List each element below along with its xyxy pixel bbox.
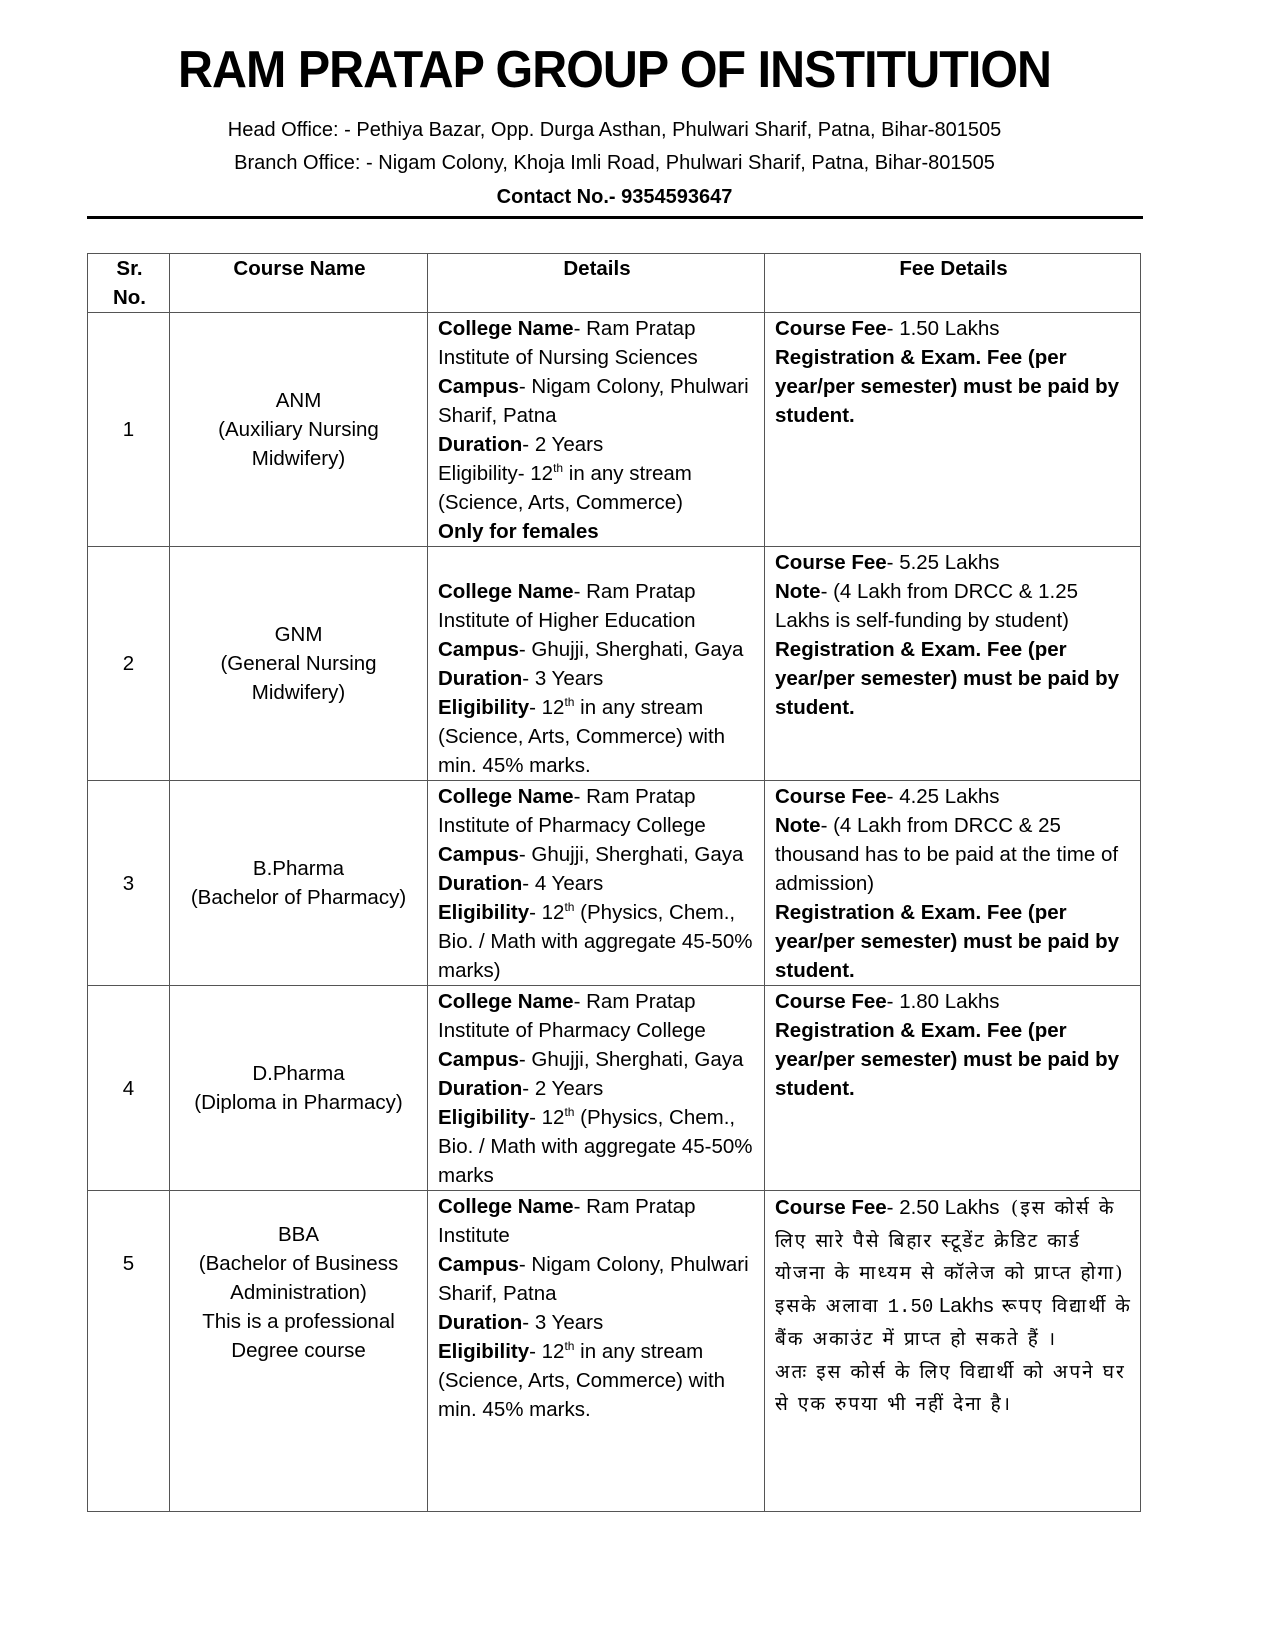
course-line: (Auxiliary Nursing: [218, 418, 379, 441]
note-label: Note: [775, 814, 821, 837]
separator: -: [529, 696, 542, 719]
course-fee-label: Course Fee: [775, 551, 887, 574]
fee-details: [765, 313, 1141, 547]
eligibility-label: Eligibility: [438, 1106, 530, 1129]
institution-title: RAM PRATAP GROUP OF INSTITUTION: [177, 41, 1052, 99]
duration-label: Duration: [438, 1077, 523, 1100]
college-label: College Name: [438, 990, 574, 1013]
course-line: (General Nursing: [220, 652, 377, 675]
superscript-th: th: [564, 1105, 575, 1120]
header-details: Details: [428, 254, 765, 313]
campus-value: Nigam Colony, Phulwari Sharif, Patna: [438, 1253, 749, 1305]
hindi-funding-note: (इस कोर्स के लिए सारे पैसे बिहार स्टूडेंट क्रेडिट कार्ड योजना के माध्यम से कॉलेज को प्राप्त होगा): [775, 1197, 1125, 1284]
separator: -: [522, 667, 535, 690]
course-line: D.Pharma: [252, 1062, 345, 1085]
separator: -: [522, 433, 535, 456]
course-fee-label: Course Fee: [775, 1196, 887, 1219]
contact-number: Contact No.- 9354593647: [496, 186, 733, 208]
duration-label: Duration: [438, 872, 523, 895]
course-fee-value: 2.50 Lakhs: [899, 1196, 1000, 1219]
course-line: (Bachelor of Pharmacy): [190, 886, 407, 909]
separator: -: [522, 1311, 535, 1334]
separator: -: [573, 990, 587, 1013]
separator: -: [573, 317, 587, 340]
course-line: (Bachelor of Business: [198, 1252, 399, 1275]
course-line: B.Pharma: [252, 857, 345, 880]
separator: -: [522, 1077, 535, 1100]
twelfth: 12: [530, 462, 554, 485]
separator: -: [518, 375, 532, 398]
eligibility-value: in any stream (Science, Arts, Commerce): [438, 462, 692, 514]
table-row: [88, 781, 1141, 986]
eligibility-label: Eligibility-: [438, 462, 531, 485]
course-fee-table: [87, 253, 1141, 1512]
separator: -: [886, 990, 900, 1013]
separator: -: [886, 317, 900, 340]
separator: -: [529, 1340, 542, 1363]
separator: -: [886, 785, 900, 808]
hindi-conclusion: अतः इस कोर्स के लिए विद्यार्थी को अपने घर से एक रुपया भी नहीं देना है।: [775, 1360, 1126, 1415]
separator: -: [573, 1195, 587, 1218]
course-fee-label: Course Fee: [775, 317, 887, 340]
sr-number: 4: [88, 986, 170, 1191]
course-line: This is a professional: [202, 1310, 395, 1333]
campus-label: Campus: [438, 1253, 519, 1276]
college-name: Ram Pratap Institute of Higher Education: [438, 580, 696, 632]
sr-number: 1: [88, 313, 170, 547]
course-details: [428, 547, 765, 781]
course-line: GNM: [274, 623, 323, 646]
college-name: Ram Pratap Institute of Pharmacy College: [438, 990, 706, 1042]
fee-details: [765, 781, 1141, 986]
course-name: [170, 986, 428, 1191]
eligibility-value: in any stream (Science, Arts, Commerce) with min. 45% marks.: [438, 1340, 726, 1421]
superscript-th: th: [553, 461, 564, 476]
table-row: [88, 313, 1141, 547]
registration-fee-note: Registration & Exam. Fee (per year/per semester) must be paid by student.: [775, 638, 1120, 719]
twelfth: 12: [541, 1340, 565, 1363]
course-line: ANM: [275, 389, 322, 412]
college-name: Ram Pratap Institute of Pharmacy College: [438, 785, 706, 837]
course-fee-value: 1.80 Lakhs: [899, 990, 1000, 1013]
twelfth: 12: [541, 901, 565, 924]
separator: -: [518, 1253, 532, 1276]
course-name: [170, 781, 428, 986]
campus-value: Ghujji, Sherghati, Gaya: [531, 843, 744, 866]
separator: -: [886, 551, 900, 574]
hindi-additional-b: रूपए विद्यार्थी के बैंक अकाउंट में प्राप्त हो सकते हैं ।: [775, 1294, 1132, 1350]
duration-label: Duration: [438, 433, 523, 456]
registration-fee-note: Registration & Exam. Fee (per year/per semester) must be paid by student.: [775, 346, 1120, 427]
header-sr-line1: Sr.: [116, 257, 143, 280]
course-fee-label: Course Fee: [775, 990, 887, 1013]
college-label: College Name: [438, 580, 574, 603]
twelfth: 12: [541, 696, 565, 719]
header-sr-line2: No.: [112, 286, 147, 309]
course-fee-value: 5.25 Lakhs: [899, 551, 1000, 574]
separator: -: [518, 843, 532, 866]
campus-label: Campus: [438, 843, 519, 866]
course-line: Administration): [230, 1281, 367, 1304]
females-only-note: Only for females: [438, 520, 599, 543]
separator: -: [820, 814, 834, 837]
college-name: Ram Pratap Institute: [438, 1195, 696, 1247]
college-label: College Name: [438, 1195, 574, 1218]
eligibility-value: (Physics, Chem., Bio. / Math with aggregate 45-50% marks: [438, 1106, 753, 1187]
duration-label: Duration: [438, 667, 523, 690]
duration-value: 3 Years: [534, 1311, 604, 1334]
separator: -: [820, 580, 834, 603]
superscript-th: th: [564, 1339, 575, 1354]
duration-value: 2 Years: [534, 1077, 604, 1100]
note-value: (4 Lakh from DRCC & 1.25 Lakhs is self-funding by student): [775, 580, 1079, 632]
header-course-name: Course Name: [170, 254, 428, 313]
course-name: [170, 1191, 428, 1512]
course-line: (Diploma in Pharmacy): [194, 1091, 403, 1114]
superscript-th: th: [564, 695, 575, 710]
sr-number: 3: [88, 781, 170, 986]
duration-label: Duration: [438, 1311, 523, 1334]
college-label: College Name: [438, 785, 574, 808]
eligibility-label: Eligibility: [438, 901, 530, 924]
separator: -: [886, 1196, 900, 1219]
eligibility-label: Eligibility: [438, 696, 530, 719]
course-line: Degree course: [231, 1339, 366, 1362]
header-divider: [87, 216, 1143, 219]
eligibility-value: in any stream (Science, Arts, Commerce) with min. 45% marks.: [438, 696, 726, 777]
separator: -: [518, 1048, 532, 1071]
fee-details: [765, 1191, 1141, 1512]
course-line: Midwifery): [251, 681, 346, 704]
separator: -: [573, 580, 587, 603]
course-details: [428, 313, 765, 547]
registration-fee-note: Registration & Exam. Fee (per year/per semester) must be paid by student.: [775, 901, 1120, 982]
course-name: [170, 313, 428, 547]
duration-value: 4 Years: [534, 872, 604, 895]
campus-value: Ghujji, Sherghati, Gaya: [531, 1048, 744, 1071]
spacer: [438, 548, 756, 577]
fee-details: [765, 547, 1141, 781]
head-office-address: Head Office: - Pethiya Bazar, Opp. Durga Asthan, Phulwari Sharif, Patna, Bihar-801505: [227, 119, 1002, 141]
course-line: Midwifery): [251, 447, 346, 470]
registration-fee-note: Registration & Exam. Fee (per year/per semester) must be paid by student.: [775, 1019, 1120, 1100]
separator: -: [529, 901, 542, 924]
course-fee-label: Course Fee: [775, 785, 887, 808]
superscript-th: th: [564, 900, 575, 915]
note-value: (4 Lakh from DRCC & 25 thousand has to be paid at the time of admission): [775, 814, 1119, 895]
eligibility-label: Eligibility: [438, 1340, 530, 1363]
college-label: College Name: [438, 317, 574, 340]
college-name: Ram Pratap Institute of Nursing Sciences: [438, 317, 698, 369]
eligibility-value: (Physics, Chem., Bio. / Math with aggregate 45-50% marks): [438, 901, 753, 982]
table-row: [88, 547, 1141, 781]
sr-number: 2: [88, 547, 170, 781]
course-name: [170, 547, 428, 781]
additional-amount: 1.50: [887, 1295, 934, 1318]
course-details: [428, 986, 765, 1191]
header-sr-no: [88, 254, 170, 313]
course-details: [428, 781, 765, 986]
header-fee-details: Fee Details: [765, 254, 1141, 313]
branch-office-address: Branch Office: - Nigam Colony, Khoja Imli Road, Phulwari Sharif, Patna, Bihar-801505: [234, 152, 995, 174]
course-fee-value: 1.50 Lakhs: [899, 317, 1000, 340]
duration-value: 3 Years: [534, 667, 604, 690]
fee-details: [765, 986, 1141, 1191]
note-label: Note: [775, 580, 821, 603]
campus-label: Campus: [438, 638, 519, 661]
separator: -: [518, 638, 532, 661]
table-header-row: [88, 254, 1141, 313]
separator: -: [573, 785, 587, 808]
table-row: [88, 986, 1141, 1191]
course-fee-value: 4.25 Lakhs: [899, 785, 1000, 808]
campus-value: Nigam Colony, Phulwari Sharif, Patna: [438, 375, 749, 427]
table-row: [88, 1191, 1141, 1512]
twelfth: 12: [541, 1106, 565, 1129]
hindi-additional-a: इसके अलावा: [775, 1294, 888, 1317]
additional-unit: Lakhs: [933, 1293, 994, 1317]
campus-label: Campus: [438, 1048, 519, 1071]
separator: -: [529, 1106, 542, 1129]
separator: -: [522, 872, 535, 895]
campus-value: Ghujji, Sherghati, Gaya: [531, 638, 744, 661]
duration-value: 2 Years: [534, 433, 604, 456]
course-details: [428, 1191, 765, 1512]
course-line: BBA: [277, 1223, 320, 1246]
campus-label: Campus: [438, 375, 519, 398]
sr-number: 5: [88, 1191, 170, 1512]
